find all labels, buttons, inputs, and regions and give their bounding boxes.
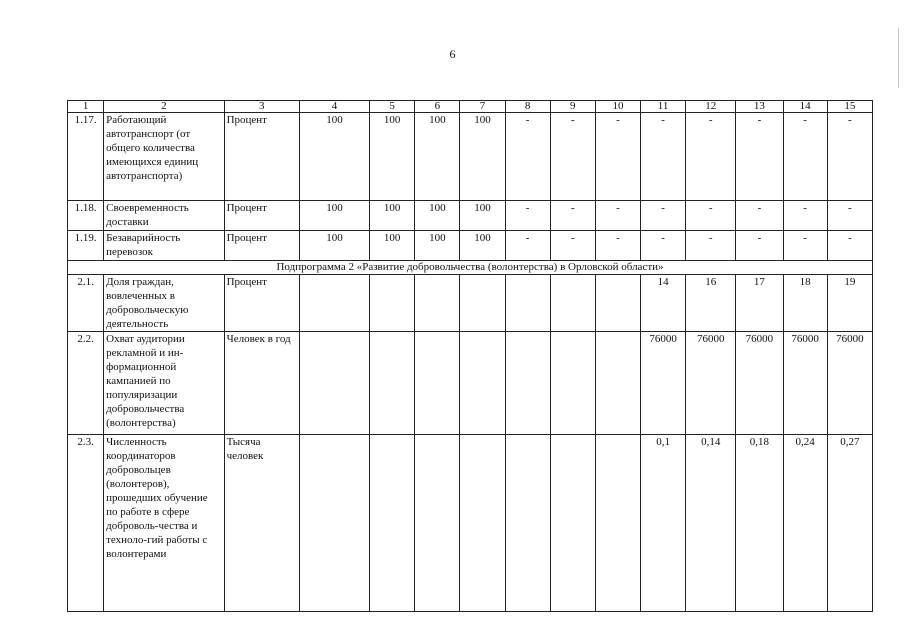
value-cell: - [595, 113, 640, 201]
value-cell: - [736, 113, 783, 201]
value-cell [550, 435, 595, 612]
value-cell: 14 [641, 275, 686, 332]
value-cell: - [827, 113, 872, 201]
row-number-cell: 2.1. [68, 275, 104, 332]
value-cell [595, 275, 640, 332]
table-row [68, 113, 873, 201]
value-cell: - [736, 201, 783, 231]
indicator-name-cell: Безаварийность перевозок [104, 231, 224, 261]
value-cell: - [641, 231, 686, 261]
value-cell: 100 [415, 201, 460, 231]
value-cell [370, 435, 415, 612]
header-cell: 6 [415, 101, 460, 113]
value-cell [415, 332, 460, 435]
value-cell [550, 275, 595, 332]
indicator-name-cell: Доля граждан, вовлеченных в добровольческую деятельность [104, 275, 224, 332]
value-cell: - [505, 113, 550, 201]
value-cell: 0,18 [736, 435, 783, 612]
value-cell: - [736, 231, 783, 261]
value-cell [505, 332, 550, 435]
header-cell: 11 [641, 101, 686, 113]
value-cell: 18 [783, 275, 827, 332]
value-cell: 100 [415, 231, 460, 261]
page-number: 6 [449, 47, 456, 61]
row-number-cell: 1.17. [68, 113, 104, 201]
value-cell: - [641, 113, 686, 201]
value-cell [370, 275, 415, 332]
value-cell: 100 [460, 231, 505, 261]
header-row [68, 101, 873, 113]
header-cell: 9 [550, 101, 595, 113]
value-cell: - [595, 231, 640, 261]
value-cell [595, 435, 640, 612]
unit-cell: Человек в год [224, 332, 299, 435]
value-cell: 16 [686, 275, 736, 332]
value-cell: 76000 [827, 332, 872, 435]
header-cell: 8 [505, 101, 550, 113]
value-cell: 17 [736, 275, 783, 332]
value-cell: - [505, 231, 550, 261]
value-cell [460, 332, 505, 435]
value-cell: 100 [370, 113, 415, 201]
value-cell: - [827, 201, 872, 231]
value-cell [370, 332, 415, 435]
table-row [68, 231, 873, 261]
value-cell [415, 435, 460, 612]
indicator-name-cell: Численность координаторов добровольцев (волонтеров), прошедших обучение по работе в сфере доброволь-чества и техноло-гий работы с волонтерами [104, 435, 224, 612]
value-cell: - [827, 231, 872, 261]
value-cell [505, 435, 550, 612]
header-cell: 3 [224, 101, 299, 113]
table-row [68, 275, 873, 332]
scan-edge-line [898, 28, 899, 88]
value-cell: - [550, 113, 595, 201]
unit-cell: Процент [224, 275, 299, 332]
header-cell: 4 [299, 101, 369, 113]
value-cell: - [550, 201, 595, 231]
value-cell: 19 [827, 275, 872, 332]
value-cell [299, 435, 369, 612]
indicator-name-cell: Охват аудитории рекламной и ин-формационной кампанией по популяризации добровольчества (волонтерства) [104, 332, 224, 435]
header-cell: 13 [736, 101, 783, 113]
row-number-cell: 1.18. [68, 201, 104, 231]
value-cell: 100 [460, 113, 505, 201]
value-cell [415, 275, 460, 332]
indicators-table [67, 100, 873, 612]
indicator-name-cell: Своевременность доставки [104, 201, 224, 231]
value-cell: - [783, 231, 827, 261]
value-cell: - [641, 201, 686, 231]
indicator-name-cell: Работающий автотранспорт (от общего количества имеющихся единиц автотранспорта) [104, 113, 224, 201]
header-cell: 2 [104, 101, 224, 113]
value-cell [505, 275, 550, 332]
header-cell: 1 [68, 101, 104, 113]
value-cell [299, 275, 369, 332]
section-title: Подпрограмма 2 «Развитие добровольчества (волонтерства) в Орловской области» [68, 261, 873, 275]
value-cell: 100 [299, 231, 369, 261]
row-number-cell: 1.19. [68, 231, 104, 261]
header-cell: 12 [686, 101, 736, 113]
table-row [68, 435, 873, 612]
value-cell: 0,24 [783, 435, 827, 612]
value-cell: - [595, 201, 640, 231]
value-cell [299, 332, 369, 435]
value-cell: 100 [415, 113, 460, 201]
value-cell: 0,1 [641, 435, 686, 612]
value-cell [550, 332, 595, 435]
value-cell: 76000 [736, 332, 783, 435]
value-cell: 0,27 [827, 435, 872, 612]
header-cell: 14 [783, 101, 827, 113]
header-cell: 5 [370, 101, 415, 113]
value-cell: 100 [460, 201, 505, 231]
value-cell [460, 275, 505, 332]
header-cell: 10 [595, 101, 640, 113]
value-cell [460, 435, 505, 612]
value-cell: - [550, 231, 595, 261]
value-cell: 76000 [783, 332, 827, 435]
table-row [68, 332, 873, 435]
value-cell: - [686, 201, 736, 231]
header-cell: 15 [827, 101, 872, 113]
rows-group-1 [68, 113, 873, 261]
unit-cell: Процент [224, 231, 299, 261]
row-number-cell: 2.3. [68, 435, 104, 612]
value-cell: - [505, 201, 550, 231]
value-cell: - [686, 113, 736, 201]
section-row [68, 261, 873, 275]
value-cell: - [686, 231, 736, 261]
unit-cell: Процент [224, 113, 299, 201]
header-cell: 7 [460, 101, 505, 113]
table-row [68, 201, 873, 231]
value-cell: 76000 [686, 332, 736, 435]
value-cell: 100 [370, 201, 415, 231]
unit-cell: Тысяча человек [224, 435, 299, 612]
value-cell: - [783, 201, 827, 231]
value-cell: - [783, 113, 827, 201]
value-cell: 0,14 [686, 435, 736, 612]
value-cell: 100 [370, 231, 415, 261]
value-cell: 100 [299, 201, 369, 231]
unit-cell: Процент [224, 201, 299, 231]
value-cell [595, 332, 640, 435]
value-cell: 76000 [641, 332, 686, 435]
value-cell: 100 [299, 113, 369, 201]
row-number-cell: 2.2. [68, 332, 104, 435]
rows-group-2 [68, 275, 873, 612]
